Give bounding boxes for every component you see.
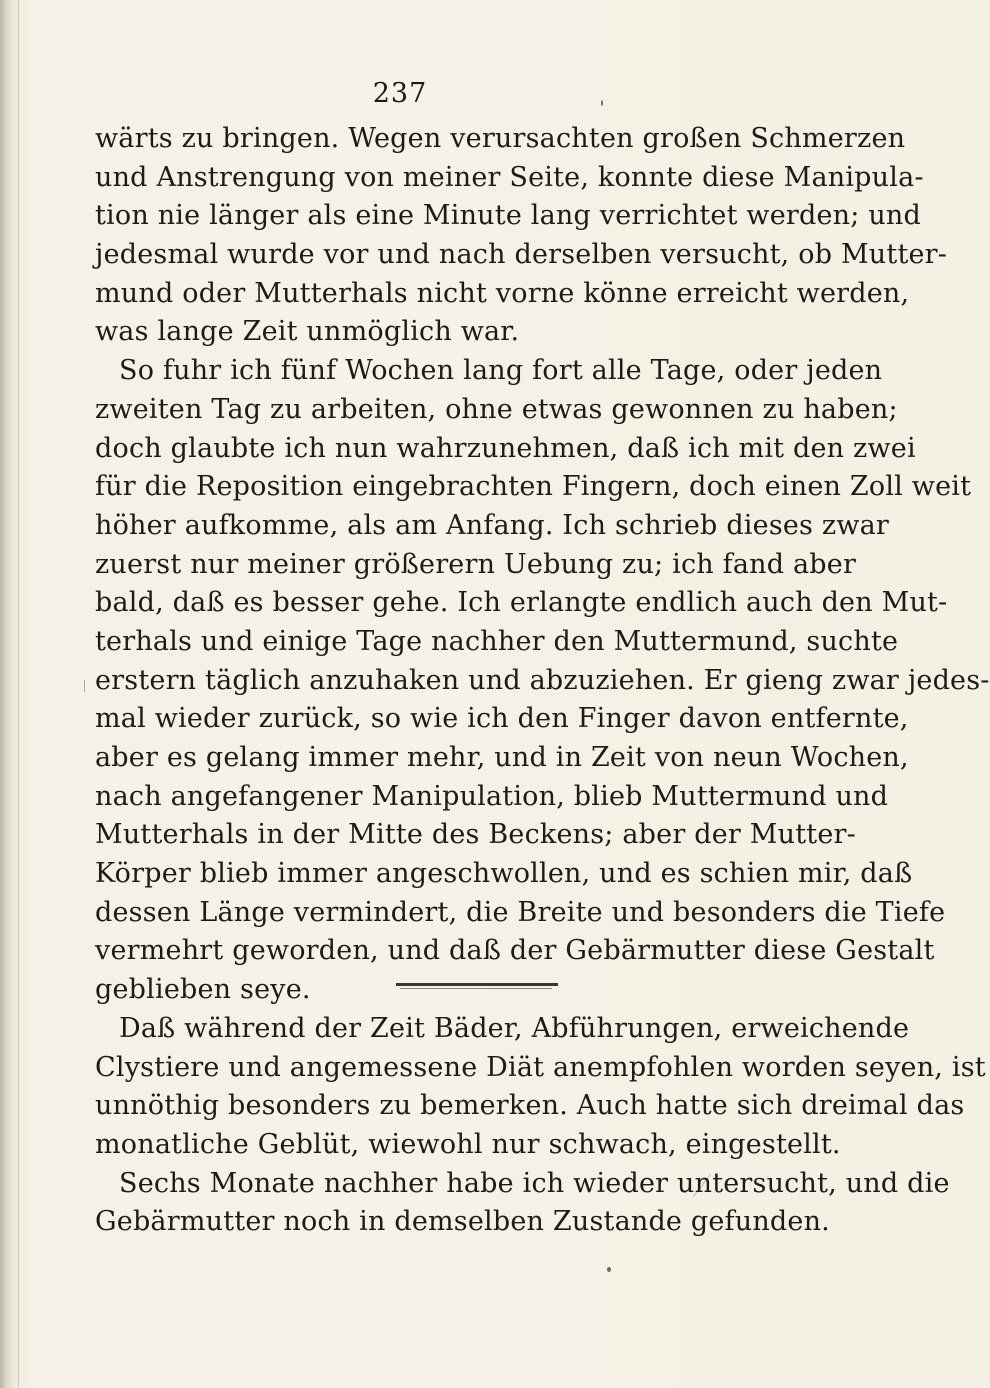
- text-line: Clystiere und angemessene Diät anempfohlen worden seyen, ist: [95, 1051, 986, 1083]
- text-line: was lange Zeit unmöglich war.: [95, 316, 520, 348]
- text-line: jedesmal wurde vor und nach derselben versucht, ob Mutter-: [95, 239, 948, 271]
- section-end-rule-thin: [400, 988, 552, 989]
- text-line: terhals und einige Tage nachher den Muttermund, suchte: [95, 625, 899, 657]
- text-line: monatliche Geblüt, wiewohl nur schwach, eingestellt.: [95, 1128, 841, 1160]
- body-text: [95, 120, 990, 1242]
- text-line: für die Reposition eingebrachten Fingern, doch einen Zoll weit: [95, 471, 972, 503]
- text-line: Gebärmutter noch in demselben Zustande gefunden.: [95, 1206, 830, 1238]
- paper-speck: [607, 1267, 611, 1272]
- text-line: vermehrt geworden, und daß der Gebärmutter diese Gestalt: [95, 935, 935, 967]
- text-line: nach angefangener Manipulation, blieb Muttermund und: [95, 780, 889, 812]
- text-line: erstern täglich anzuhaken und abzuziehen. Er gieng zwar jedes-: [95, 664, 990, 696]
- text-line: unnöthig besonders zu bemerken. Auch hatte sich dreimal das: [95, 1090, 965, 1122]
- section-end-rule: [396, 983, 558, 986]
- text-line: Mutterhals in der Mitte des Beckens; aber der Mutter-: [95, 819, 856, 851]
- text-line: zuerst nur meiner größerern Uebung zu; ich fand aber: [95, 548, 857, 580]
- text-line: mal wieder zurück, so wie ich den Finger davon entfernte,: [95, 703, 909, 735]
- text-line: Körper blieb immer angeschwollen, und es schien mir, daß: [95, 858, 913, 890]
- text-line: doch glaubte ich nun wahrzunehmen, daß ich mit den zwei: [95, 432, 916, 464]
- text-line: geblieben seye.: [95, 974, 311, 1006]
- text-line: dessen Länge vermindert, die Breite und besonders die Tiefe: [95, 896, 946, 928]
- text-line: mund oder Mutterhals nicht vorne könne erreicht werden,: [95, 277, 910, 309]
- text-line: aber es gelang immer mehr, und in Zeit von neun Wochen,: [95, 742, 909, 773]
- text-line: bald, daß es besser gehe. Ich erlangte endlich auch den Mut-: [95, 587, 948, 619]
- text-line: Daß während der Zeit Bäder, Abführungen, erweichende: [119, 1012, 910, 1044]
- margin-mark: [84, 680, 95, 692]
- text-line: wärts zu bringen. Wegen verursachten großen Schmerzen: [95, 123, 906, 154]
- page-number: 237: [372, 78, 428, 109]
- page-edge-line: [18, 0, 19, 1388]
- page-gutter-shadow: [0, 0, 14, 1388]
- text-line: Sechs Monate nachher habe ich wieder untersucht, und die: [119, 1167, 950, 1199]
- text-line: So fuhr ich fünf Wochen lang fort alle Tage, oder jeden: [119, 355, 883, 387]
- text-line: und Anstrengung von meiner Seite, konnte diese Manipula-: [95, 161, 924, 193]
- text-line: höher aufkomme, als am Anfang. Ich schrieb dieses zwar: [95, 509, 890, 541]
- text-line: zweiten Tag zu arbeiten, ohne etwas gewonnen zu haben;: [95, 393, 898, 425]
- text-line: tion nie länger als eine Minute lang verrichtet werden; und: [95, 200, 922, 232]
